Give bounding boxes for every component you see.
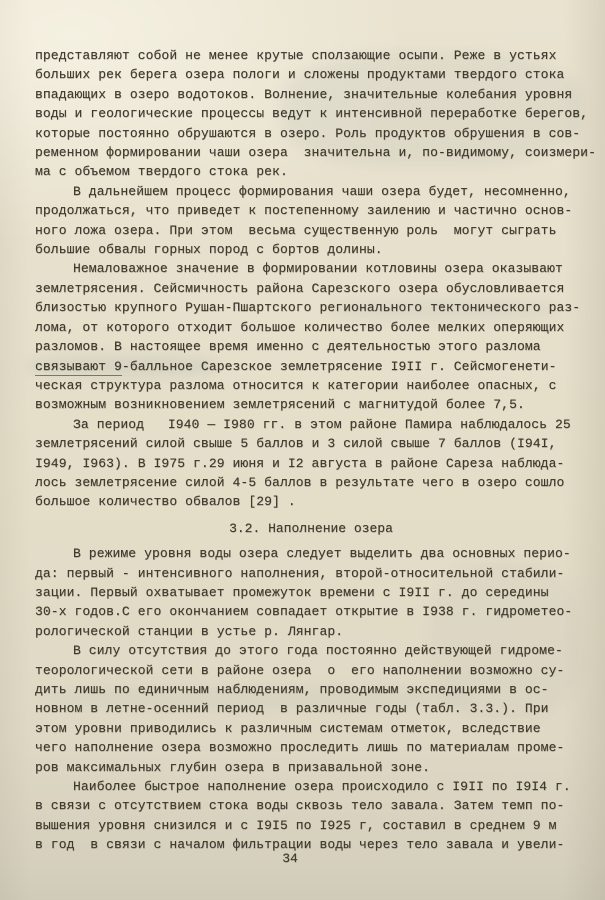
paragraph	[35, 259, 587, 414]
text-line: ческая структура разлома относится к категории наиболее опасных, с	[35, 377, 557, 393]
text-line: В силу отсутствия до этого года постоянно действующей гидроме-	[73, 643, 563, 659]
paragraph	[35, 182, 587, 260]
text-line: ного ложа озера. При этом весьма существенную роль могут сыграть	[35, 222, 557, 238]
text-line: ременном формировании чаши озера значительна и, по-видимому, соизмери-	[35, 145, 596, 161]
text-line: связывают 9-балльное Сарезское землетрясение I9II г. Сейсмогенети-	[35, 358, 557, 374]
text-line: землетрясений силой свыше 5 баллов и 3 силой свыше 7 баллов (I94I,	[35, 436, 557, 452]
text-line: За период I940 — I980 гг. в этом районе Памира наблюдалось 25	[73, 416, 571, 432]
text-line: вышения уровня снизился и с I9I5 по I925 г, составил в среднем 9 м	[35, 817, 557, 833]
page-text	[35, 46, 596, 855]
text-line: больших рек берега озера пологи и сложены продуктами твердого стока	[35, 67, 565, 83]
text-line: в год в связи с началом фильтрации воды через тело завала и увели-	[35, 837, 565, 853]
text-line: землетрясения. Сейсмичность района Сарезского озера обусловливается	[35, 280, 565, 296]
underlined-text: связывают 9	[35, 358, 122, 374]
text-line: теорологической сети в районе озера о его наполнении возможно су-	[35, 662, 565, 678]
text-line: представляют собой не менее крутые сползающие осыпи. Реже в устьях	[35, 48, 557, 63]
paragraph	[35, 641, 587, 777]
text-line: продолжаться, что приведет к постепенному заилению и частично основ-	[35, 203, 573, 219]
page-number: 34	[282, 851, 298, 866]
text-line: Немаловажное значение в формировании котловины озера оказывают	[73, 261, 563, 277]
text-line: этом уровни приводились к различным системам отметок, вследствие	[35, 720, 541, 736]
text-line: которые постоянно обрушаются в озеро. Роль продуктов обрушения в сов-	[35, 125, 581, 141]
text-line: в связи с отсутствием стока воды сквозь тело завала. Затем темп по-	[35, 798, 565, 814]
paragraph	[35, 777, 587, 855]
text-line: разломов. В настоящее время именно с деятельностью этого разлома	[35, 339, 541, 355]
text-line: да: первый - интенсивного наполнения, второй-относительной стабили-	[35, 565, 565, 581]
text-line: ма с объемом твердого стока рек.	[35, 164, 288, 180]
text-line: большие обвалы горных пород с бортов долины.	[35, 242, 383, 258]
text-line: дить лишь по единичным наблюдениям, проводимым экспедициями в ос-	[35, 682, 549, 697]
text-line: В дальнейшем процесс формирования чаши озера будет, несомненно,	[73, 183, 571, 199]
text-line: большое количество обвалов [29] .	[35, 494, 296, 510]
text-line: новном в летне-осенний период в различные годы (табл. 3.3.). При	[35, 701, 549, 717]
text-line: ров максимальных глубин озера в призавальной зоне.	[35, 759, 431, 775]
paragraph	[35, 415, 587, 512]
text-line: лома, от которого отходит большое количество более мелких оперяющих	[35, 319, 565, 335]
text-line: близостью крупного Рушан-Пшартского регионального тектонического раз-	[35, 300, 581, 316]
text-line: В режиме уровня воды озера следует выделить два основных перио-	[73, 546, 571, 562]
paragraph	[35, 544, 587, 641]
text-line: чего наполнение озера возможно проследить лишь по материалам проме-	[35, 740, 565, 756]
text-line: 30-х годов.С его окончанием совпадает открытие в I938 г. гидрометео-	[35, 604, 573, 620]
text-line: воды и геологические процессы ведут к интенсивной переработке берегов,	[35, 106, 589, 122]
text-line: возможным возникновением землетрясений с магнитудой более 7,5.	[35, 397, 525, 413]
text-line: впадающих в озеро водотоков. Волнение, значительные колебания уровня	[35, 86, 573, 102]
text-line: I949, I963). В I975 г.29 июня и I2 августа в районе Сареза наблюда-	[35, 455, 565, 471]
text-line: лось землетрясение силой 4-5 баллов в результате чего в озеро сошло	[35, 474, 565, 490]
text-line: Наиболее быстрое наполнение озера происходило с I9II по I9I4 г.	[73, 779, 571, 795]
section-heading: 3.2. Наполнение озера	[229, 520, 393, 536]
paragraph	[35, 46, 596, 182]
text-line: рологической станции в устье р. Лянгар.	[35, 623, 344, 639]
text-line: зации. Первый охватывает промежуток времени с I9II г. до середины	[35, 584, 549, 600]
